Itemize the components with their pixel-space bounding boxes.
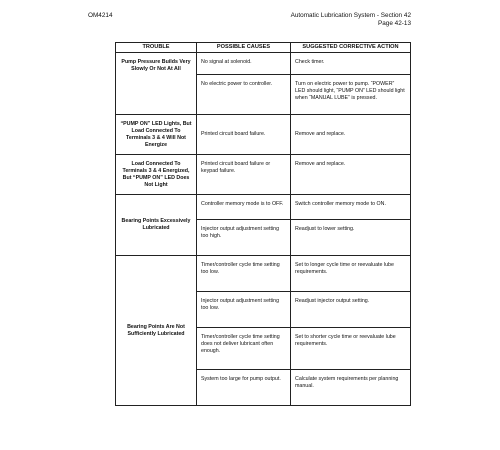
action-cell: Remove and replace.: [291, 115, 411, 155]
column-header-corrective-action: SUGGESTED CORRECTIVE ACTION: [291, 43, 411, 53]
cause-cell: Controller memory mode is to OFF.: [197, 195, 291, 220]
cause-cell: System too large for pump output.: [197, 370, 291, 406]
action-cell: Set to shorter cycle time or reevaluate lube requirements.: [291, 328, 411, 370]
troubleshooting-table: [115, 42, 411, 406]
action-cell: Calculate system requirements per planning manual.: [291, 370, 411, 406]
table-header-row: [116, 43, 411, 53]
table-row: [116, 195, 411, 220]
action-cell: Switch controller memory mode to ON.: [291, 195, 411, 220]
page-number: Page 42-13: [377, 20, 411, 27]
action-cell: Check timer.: [291, 53, 411, 75]
cause-cell: Printed circuit board failure.: [197, 115, 291, 155]
action-cell: Readjust to lower setting.: [291, 220, 411, 256]
cause-cell: Printed circuit board failure or keypad failure.: [197, 155, 291, 195]
table-row: [116, 256, 411, 292]
cause-cell: Timer/controller cycle time setting does not deliver lubricant often enough.: [197, 328, 291, 370]
cause-cell: Injector output adjustment setting too low.: [197, 292, 291, 328]
column-header-possible-causes: POSSIBLE CAUSES: [197, 43, 291, 53]
action-cell: Turn on electric power to pump. “POWER” LED should light, “PUMP ON” LED should light when “MANUAL LUBE” is pressed.: [291, 75, 411, 115]
trouble-cell: Load Connected To Terminals 3 & 4 Energized, But “PUMP ON” LED Does Not Light: [116, 155, 197, 195]
cause-cell: Timer/controller cycle time setting too low.: [197, 256, 291, 292]
section-title: Automatic Lubrication System - Section 42: [290, 12, 411, 19]
column-header-trouble: TROUBLE: [116, 43, 197, 53]
action-cell: Remove and replace.: [291, 155, 411, 195]
table-row: [116, 155, 411, 195]
trouble-cell: “PUMP ON” LED Lights, But Load Connected To Terminals 3 & 4 Will Not Energize: [116, 115, 197, 155]
table-row: [116, 115, 411, 155]
cause-cell: Injector output adjustment setting too high.: [197, 220, 291, 256]
cause-cell: No signal at solenoid.: [197, 53, 291, 75]
trouble-cell: Bearing Points Excessively Lubricated: [116, 195, 197, 256]
trouble-cell: Bearing Points Are Not Sufficiently Lubricated: [116, 256, 197, 406]
trouble-cell: Pump Pressure Builds Very Slowly Or Not At All: [116, 53, 197, 115]
table-row: [116, 53, 411, 75]
page-header: [291, 12, 411, 28]
action-cell: Set to longer cycle time or reevaluate lube requirements.: [291, 256, 411, 292]
action-cell: Readjust injector output setting.: [291, 292, 411, 328]
document-number: OM4214: [88, 12, 113, 19]
cause-cell: No electric power to controller.: [197, 75, 291, 115]
